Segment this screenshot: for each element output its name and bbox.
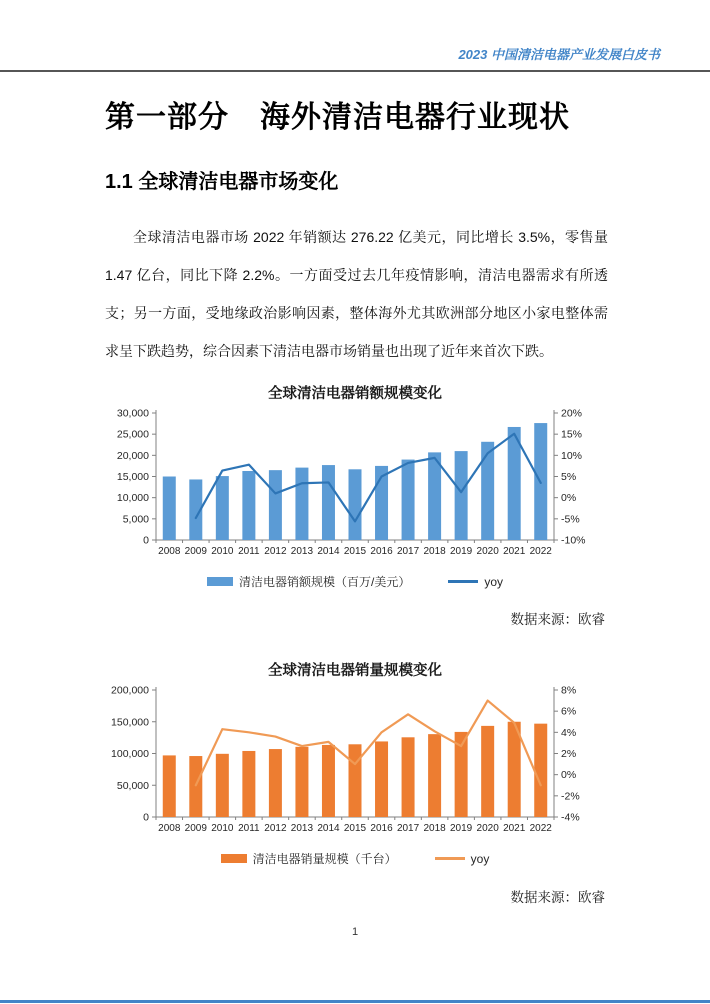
svg-text:15%: 15% (561, 428, 583, 441)
header-title: 2023 中国清洁电器产业发展白皮书 (458, 47, 660, 62)
sales-volume-plot (109, 682, 601, 842)
svg-text:2022: 2022 (529, 823, 552, 834)
svg-text:20,000: 20,000 (116, 449, 149, 462)
svg-text:0%: 0% (561, 492, 577, 505)
svg-text:25,000: 25,000 (116, 428, 149, 441)
sales-value-chart (109, 383, 601, 590)
svg-text:-2%: -2% (561, 790, 580, 803)
svg-text:2008: 2008 (158, 546, 181, 557)
sales-value-plot (109, 405, 601, 565)
footer-rule (0, 1000, 710, 1003)
data-source-note: 数据来源：欧睿 (510, 890, 605, 905)
legend-item-bar (207, 573, 410, 590)
svg-text:2016: 2016 (370, 823, 393, 834)
svg-text:2017: 2017 (396, 823, 420, 834)
svg-text:100,000: 100,000 (111, 748, 149, 760)
svg-text:2019: 2019 (450, 823, 473, 834)
svg-text:4%: 4% (561, 726, 577, 739)
svg-text:2017: 2017 (396, 546, 420, 557)
svg-text:2010: 2010 (211, 546, 234, 557)
svg-text:10,000: 10,000 (116, 492, 149, 505)
svg-text:20%: 20% (561, 407, 583, 420)
svg-text:2022: 2022 (529, 546, 552, 557)
svg-text:200,000: 200,000 (111, 684, 149, 697)
svg-text:8%: 8% (561, 684, 577, 697)
header-rule (0, 70, 710, 72)
svg-text:2011: 2011 (238, 546, 260, 557)
svg-text:-5%: -5% (561, 513, 580, 526)
svg-text:2009: 2009 (184, 823, 207, 834)
line-series-swatch-icon (435, 857, 465, 860)
svg-text:15,000: 15,000 (116, 471, 149, 483)
svg-text:0: 0 (143, 811, 149, 824)
svg-text:2021: 2021 (503, 546, 526, 557)
legend-bar-label: 清洁电器销量规模（千台） (252, 852, 397, 866)
sales-volume-chart-title: 全球清洁电器销量规模变化 (268, 663, 442, 679)
svg-text:2013: 2013 (290, 546, 314, 557)
svg-text:2020: 2020 (476, 823, 499, 834)
sales-volume-chart (109, 660, 601, 867)
bar-series-swatch-icon (221, 854, 247, 863)
svg-text:50,000: 50,000 (116, 779, 149, 792)
legend-item-line (448, 575, 503, 589)
page-number: 1 (351, 926, 359, 938)
svg-text:150,000: 150,000 (111, 716, 149, 729)
svg-text:2014: 2014 (317, 546, 340, 557)
svg-text:2014: 2014 (317, 823, 340, 834)
svg-text:2015: 2015 (343, 546, 367, 557)
svg-text:0%: 0% (561, 769, 577, 782)
sales-volume-legend (109, 850, 601, 867)
svg-text:30,000: 30,000 (116, 407, 149, 420)
legend-item-line (435, 852, 490, 866)
svg-text:6%: 6% (561, 705, 577, 718)
svg-text:2011: 2011 (238, 823, 260, 834)
legend-line-label: yoy (484, 574, 504, 589)
svg-text:2009: 2009 (184, 546, 207, 557)
svg-text:2019: 2019 (450, 546, 473, 557)
line-series-swatch-icon (448, 580, 478, 583)
main-heading: 第一部分 海外清洁电器行业现状 (105, 101, 570, 134)
svg-text:0: 0 (143, 534, 149, 547)
sales-value-legend (109, 573, 601, 590)
svg-text:10%: 10% (561, 449, 583, 462)
svg-text:2016: 2016 (370, 546, 393, 557)
svg-text:2%: 2% (561, 748, 577, 760)
svg-text:-4%: -4% (561, 811, 580, 824)
sales-value-chart-title: 全球清洁电器销额规模变化 (268, 386, 442, 402)
body-paragraph: 全球清洁电器市场 2022 年销额达 276.22 亿美元，同比增长 3.5%，零售量 1.47 亿台，同比下降 2.2%。一方面受过去几年疫情影响，清洁电器需求有所透支；另一方面，受地缘政治影响因素，整体海外尤其欧洲部分地区小家电整体需求呈下跌趋势，综合因素下清洁电器市场销量也出现了近年来首次下跌。 (105, 229, 608, 359)
svg-text:-10%: -10% (561, 534, 586, 547)
svg-text:2013: 2013 (290, 823, 314, 834)
section-heading: 1.1 全球清洁电器市场变化 (105, 171, 339, 193)
data-source-note: 数据来源：欧睿 (510, 612, 605, 627)
svg-text:2012: 2012 (264, 823, 287, 834)
svg-text:2018: 2018 (423, 823, 446, 834)
svg-text:5,000: 5,000 (122, 513, 149, 526)
legend-item-bar (221, 850, 397, 867)
bar-series-swatch-icon (207, 577, 233, 586)
svg-text:2008: 2008 (158, 823, 181, 834)
svg-text:2012: 2012 (264, 546, 287, 557)
legend-bar-label: 清洁电器销额规模（百万/美元） (238, 575, 411, 589)
legend-line-label: yoy (470, 851, 490, 866)
svg-text:2015: 2015 (343, 823, 367, 834)
svg-text:2020: 2020 (476, 546, 499, 557)
svg-text:2021: 2021 (503, 823, 526, 834)
svg-text:2018: 2018 (423, 546, 446, 557)
svg-text:5%: 5% (561, 471, 577, 483)
svg-text:2010: 2010 (211, 823, 234, 834)
